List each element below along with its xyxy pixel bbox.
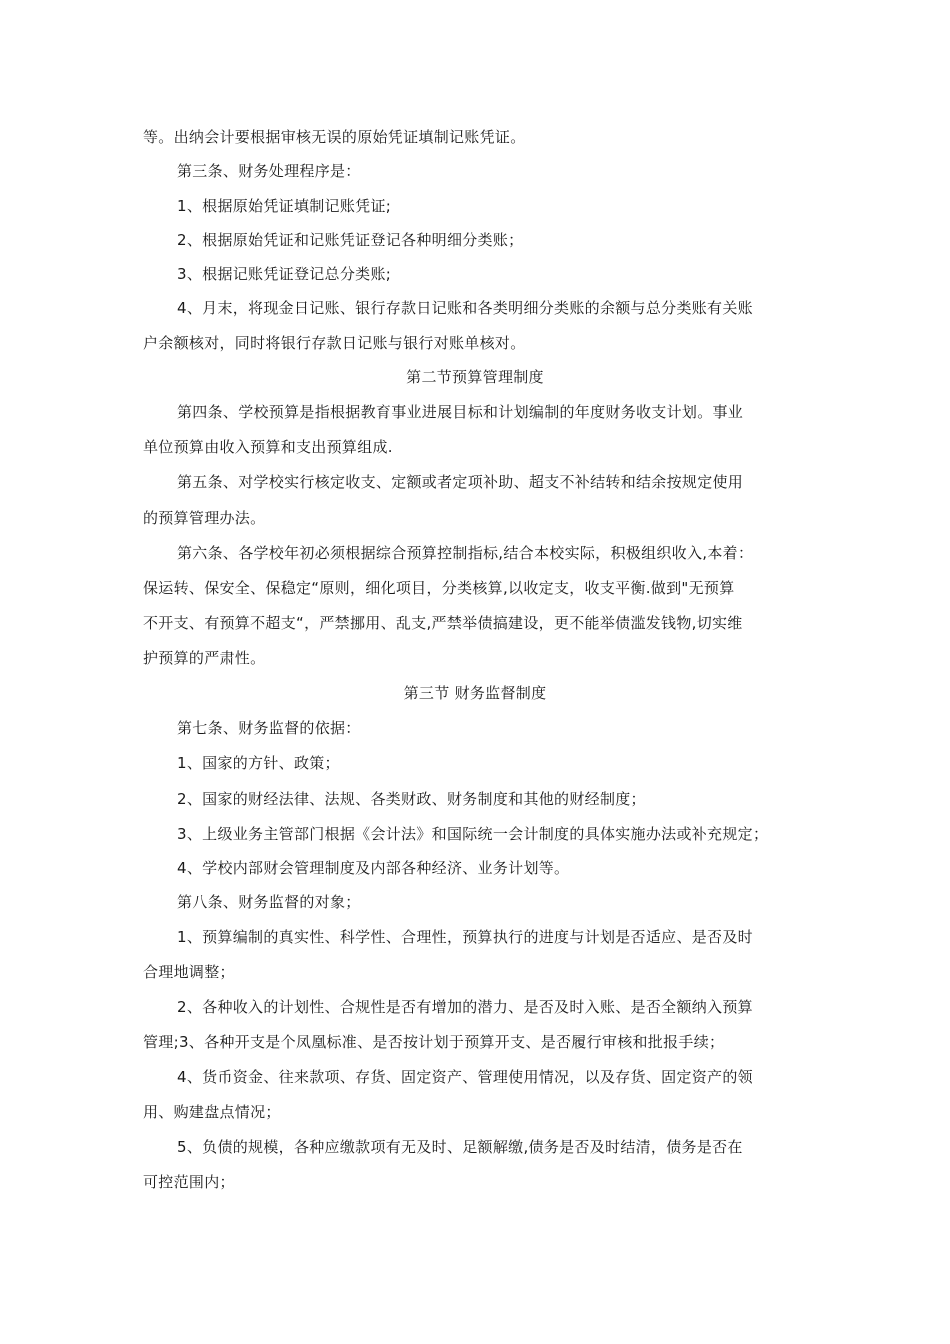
paragraph-line: 户余额核对，同时将银行存款日记账与银行对账单核对。 — [143, 334, 526, 352]
section-heading-supervision: 第三节 财务监督制度 — [403, 684, 547, 702]
list-item: 4、学校内部财会管理制度及内部各种经济、业务计划等。 — [177, 859, 570, 877]
clause-8-title: 第八条、财务监督的对象； — [177, 893, 361, 911]
paragraph-line: 不开支、有预算不超支“，严禁挪用、乱支,严禁举债搞建设，更不能举债滥发钱物,切实维 — [143, 614, 743, 632]
list-item: 1、国家的方针、政策； — [177, 754, 340, 772]
paragraph-line: 护预算的严肃性。 — [143, 649, 266, 667]
paragraph-line: 可控范围内； — [143, 1173, 235, 1191]
paragraph-line: 用、购建盘点情况； — [143, 1103, 281, 1121]
list-item: 3、根据记账凭证登记总分类账; — [177, 265, 392, 283]
paragraph-line: 保运转、保安全、保稳定“原则，细化项目，分类核算,以收定支，收支平衡.做到"无预算 — [143, 579, 735, 597]
list-item: 3、上级业务主管部门根据《会计法》和国际统一会计制度的具体实施办法或补充规定； — [177, 825, 769, 843]
paragraph-line: 等。出纳会计要根据审核无误的原始凭证填制记账凭证。 — [143, 128, 526, 146]
list-item: 5、负债的规模，各种应缴款项有无及时、足额解缴,债务是否及时结清，债务是否在 — [177, 1138, 743, 1156]
clause-7-title: 第七条、财务监督的依据： — [177, 719, 361, 737]
paragraph-line: 合理地调整； — [143, 963, 235, 981]
list-item: 2、根据原始凭证和记账凭证登记各种明细分类账； — [177, 231, 524, 249]
list-item: 2、各种收入的计划性、合规性是否有增加的潜力、是否及时入账、是否全额纳入预算 — [177, 998, 753, 1016]
paragraph-line: 单位预算由收入预算和支出预算组成. — [143, 438, 393, 456]
list-item: 2、国家的财经法律、法规、各类财政、财务制度和其他的财经制度； — [177, 790, 646, 808]
list-item: 1、预算编制的真实性、科学性、合理性，预算执行的进度与计划是否适应、是否及时 — [177, 928, 753, 946]
clause-6: 第六条、各学校年初必须根据综合预算控制指标,结合本校实际，积极组织收入,本着： — [177, 544, 754, 562]
list-item: 4、月末，将现金日记账、银行存款日记账和各类明细分类账的余额与总分类账有关账 — [177, 299, 753, 317]
clause-5: 第五条、对学校实行核定收支、定额或者定项补助、超支不补结转和结余按规定使用 — [177, 473, 744, 491]
paragraph-line: 的预算管理办法。 — [143, 509, 266, 527]
clause-4: 第四条、学校预算是指根据教育事业进展目标和计划编制的年度财务收支计划。事业 — [177, 403, 744, 421]
paragraph-line: 管理;3、各种开支是个凤凰标准、是否按计划于预算开支、是否履行审核和批报手续； — [143, 1033, 725, 1051]
clause-3-title: 第三条、财务处理程序是： — [177, 162, 361, 180]
section-heading-budget: 第二节预算管理制度 — [406, 368, 544, 386]
list-item: 4、货币资金、往来款项、存货、固定资产、管理使用情况，以及存货、固定资产的领 — [177, 1068, 753, 1086]
list-item: 1、根据原始凭证填制记账凭证; — [177, 197, 392, 215]
